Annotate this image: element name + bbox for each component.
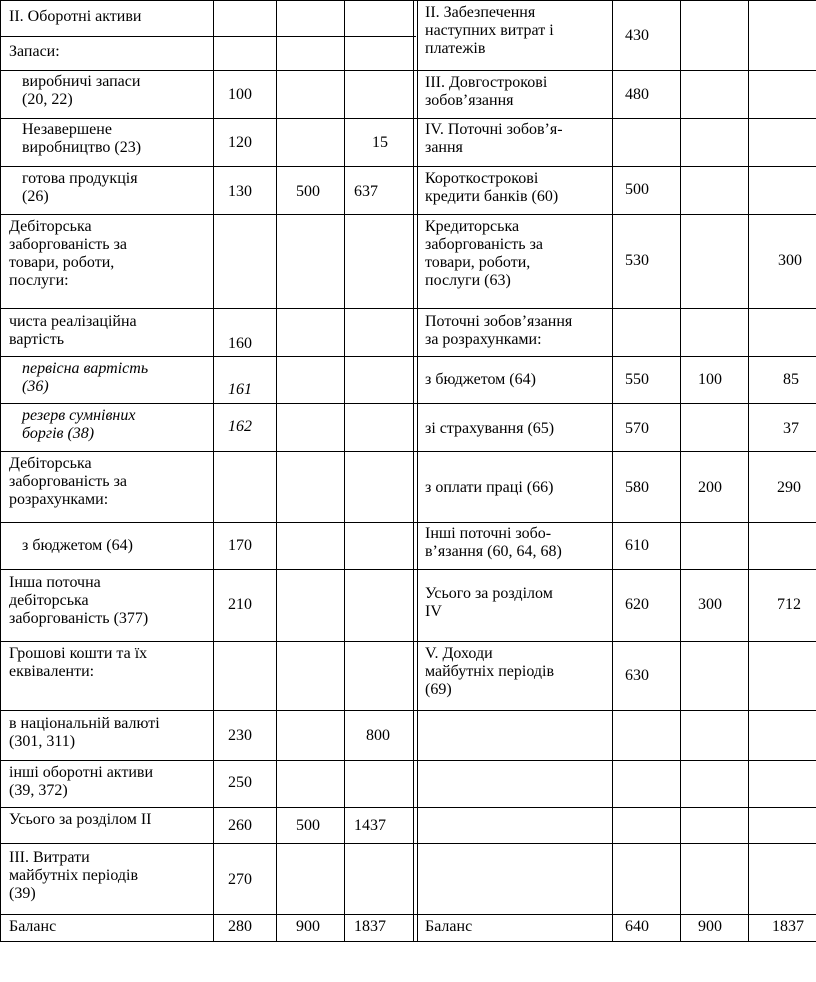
balans-left-label: Баланс [9,918,57,935]
balans-right-label: Баланс [425,918,473,935]
vyrobnychi-zapasy-label: виробничі запаси (20, 22) [22,73,141,108]
gotova-produktsiia-begin: 500 [296,183,320,200]
grid-line [0,451,816,452]
dovgostrokovi-label: ІІІ. Довгострокові зобов’язання [425,74,548,109]
zi-strakhuvannia-code: 570 [625,420,649,437]
zabezpechennia-code: 430 [625,27,649,44]
z-biudzhetom-left-code: 170 [228,537,252,554]
grid-line [0,522,816,523]
grid-line [748,0,749,942]
inshi-oborotni-label: інші оборотні активи (39, 372) [9,764,154,799]
grid-line [0,710,816,711]
z-oplaty-label: з оплати праці (66) [425,479,554,496]
usoho-iv-end: 712 [777,596,801,613]
gotova-produktsiia-label: готова продукція (26) [22,170,138,205]
potochni-rozrakh-label: Поточні зобов’язання за розрахунками: [425,313,573,348]
pervisna-vartist-label: первісна вартість (36) [22,360,149,395]
balans-left-code: 280 [228,918,252,935]
rezerv-sumnivnykh-label: резерв сумнівних боргів (38) [22,407,136,442]
grid-line [0,569,816,570]
insha-debitor-label: Інша поточна дебіторська заборгованість (377) [9,574,149,627]
nezavershene-label: Незавершене виробництво (23) [22,121,142,156]
inshi-potochni-code: 610 [625,537,649,554]
grid-line [0,70,816,71]
kredytorska-end: 300 [778,252,802,269]
z-biudzhetom-right-end: 85 [783,371,799,388]
grid-line [0,760,816,761]
grid-line [213,0,214,942]
balans-right-begin: 900 [698,918,722,935]
zapasy-label: Запаси: [9,43,60,60]
zabezpechennia-label: ІІ. Забезпечення наступних витрат і платежів [425,4,554,57]
vytraty-maibutnikh-code: 270 [228,871,252,888]
korotkostrokovi-code: 500 [625,181,649,198]
balans-right-end: 1837 [772,918,804,935]
nezavershene-end: 15 [372,134,388,151]
grid-line [612,0,613,942]
grid-line-bottom [0,941,816,942]
z-biudzhetom-left-label: з бюджетом (64) [22,537,133,554]
dovgostrokovi-code: 480 [625,86,649,103]
vyrobnychi-zapasy-code: 100 [228,86,252,103]
usoho-ii-end: 1437 [354,817,386,834]
z-oplaty-code: 580 [625,479,649,496]
grid-line [0,166,816,167]
v-natsionalniy-code: 230 [228,727,252,744]
inshi-potochni-label: Інші поточні зобо- в’язання (60, 64, 68) [425,525,562,560]
usoho-iv-begin: 300 [698,596,722,613]
chysta-vartist-code: 160 [228,335,252,352]
dokhody-maibutnikh-label: V. Доходи майбутніх періодів (69) [425,645,554,698]
korotkostrokovi-label: Короткострокові кредити банків (60) [425,170,559,205]
grid-line-top [0,0,816,1]
inshi-oborotni-code: 250 [228,774,252,791]
balans-right-code: 640 [625,918,649,935]
dokhody-maibutnikh-code: 630 [625,667,649,684]
grid-line [0,403,816,404]
grid-line [0,308,816,309]
z-biudzhetom-right-begin: 100 [698,371,722,388]
kredytorska-code: 530 [625,252,649,269]
v-natsionalniy-end: 800 [366,727,390,744]
oborotni-aktyvy-heading: ІІ. Оборотні активи [9,8,142,25]
grid-line [0,36,416,37]
grid-line [0,641,816,642]
usoho-ii-code: 260 [228,817,252,834]
grid-line [0,356,816,357]
z-oplaty-begin: 200 [698,479,722,496]
z-oplaty-end: 290 [777,479,801,496]
v-natsionalniy-label: в національній валюті (301, 311) [9,715,160,750]
vytraty-maibutnikh-label: ІІІ. Витрати майбутніх періодів (39) [9,849,138,902]
debitor-tovary-label: Дебіторська заборгованість за товари, роботи, послуги: [9,218,127,289]
zi-strakhuvannia-end: 37 [783,420,799,437]
zi-strakhuvannia-label: зі страхування (65) [425,420,555,437]
chysta-vartist-label: чиста реалізаційна вартість [9,313,137,348]
pervisna-vartist-code: 161 [228,381,252,398]
grid-line [0,807,816,808]
usoho-ii-begin: 500 [296,817,320,834]
grid-line [0,214,816,215]
usoho-ii-label: Усього за розділом ІІ [9,811,152,828]
grid-line [0,914,816,915]
grid-line [344,0,345,942]
kredytorska-label: Кредиторська заборгованість за товари, роботи, послуги (63) [425,218,543,289]
grid-line [276,0,277,942]
usoho-iv-label: Усього за розділом ІV [425,585,553,620]
grid-line [0,118,816,119]
nezavershene-code: 120 [228,134,252,151]
debitor-rozrakh-label: Дебіторська заборгованість за розрахунками: [9,455,127,508]
groshovi-koshty-label: Грошові кошти та їх еквіваленти: [9,645,148,680]
grid-line [0,843,816,844]
usoho-iv-code: 620 [625,596,649,613]
balans-left-begin: 900 [296,918,320,935]
grid-line [680,0,681,942]
insha-debitor-code: 210 [228,596,252,613]
z-biudzhetom-right-code: 550 [625,371,649,388]
grid-line [413,0,414,942]
z-biudzhetom-right-label: з бюджетом (64) [425,371,536,388]
gotova-produktsiia-code: 130 [228,183,252,200]
rezerv-sumnivnykh-code: 162 [228,418,252,435]
balans-left-end: 1837 [354,918,386,935]
gotova-produktsiia-end: 637 [354,183,378,200]
potochni-zobov-heading: ІV. Поточні зобов’я- зання [425,121,563,156]
grid-line [417,0,418,942]
grid-line [0,0,1,942]
